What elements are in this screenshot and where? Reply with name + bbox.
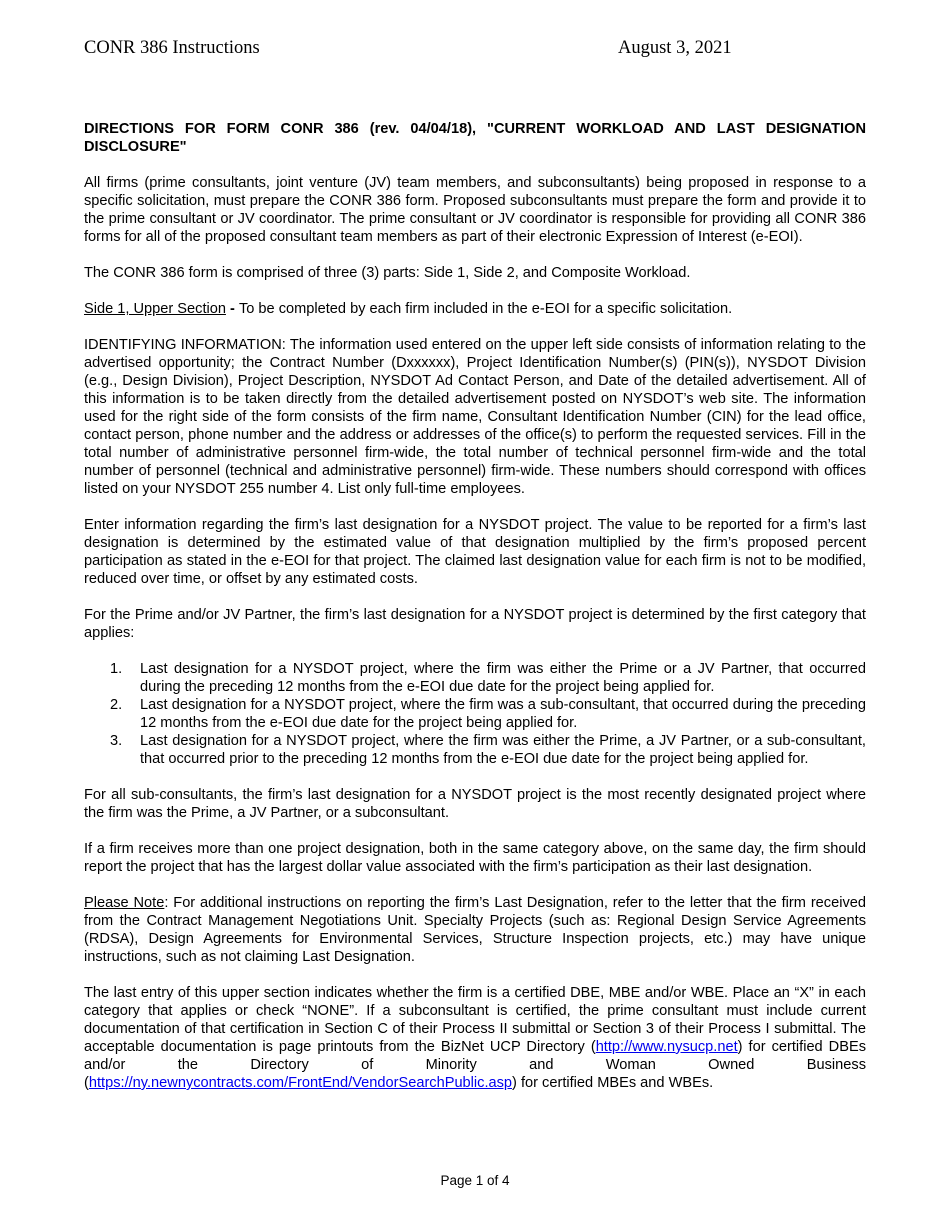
identifying-info-paragraph: IDENTIFYING INFORMATION: The information used entered on the upper left side consists of information relating to the advertised opportunity; the Contract Number (Dxxxxxx), Project Identification Number(s) (PIN(s)), NYSDOT Division (e.g., Design Division), Project Description, NYSDOT Ad Contact Person, and Date of the detailed advertisement. All of this information is to be taken directly from the detailed advertisement posted on NYSDOT’s web site. The information used for the right side of the form consists of the firm name, Consultant Identification Number (CIN) for the lead office, contact person, phone number and the address or addresses of the office(s) to perform the requested services. Fill in the total number of administrative personnel firm-wide, the total number of technical personnel firm-wide and the total number of personnel (technical and administrative personnel) firm-wide. These numbers should correspond with offices listed on your NYSDOT 255 number 4. List only full-time employees. [84,337,866,497]
please-note-label: Please Note [84,895,165,911]
page-number: Page 1 of 4 [440,1173,510,1188]
intro-paragraph: All firms (prime consultants, joint venture (JV) team members, and subconsultants) being proposed in response to a specific solicitation, must prepare the CONR 386 form. Proposed subconsultants must prepare the form and provide it to the prime consultant or JV coordinator. The prime consultant or JV coordinator is responsible for providing all CONR 386 forms for all of the proposed consultant team members as part of their electronic Expression of Interest (e-EOI). [84,175,866,245]
list-item [84,660,866,696]
certification-paragraph [84,984,866,1092]
side1-dash: - [225,301,239,317]
prime-jv-paragraph: For the Prime and/or JV Partner, the firm’s last designation for a NYSDOT project is determined by the first category that applies: [84,607,866,641]
list-item-text: Last designation for a NYSDOT project, where the firm was either the Prime, a JV Partner, or a sub-consultant, that occurred prior to the preceding 12 months from the e-EOI due date for the project being applied for. [140,733,866,767]
newnycontracts-link[interactable]: https://ny.newnycontracts.com/FrontEnd/VendorSearchPublic.asp [88,1075,513,1091]
category-list [84,660,866,768]
list-item-number: 2. [110,697,123,713]
nysucp-link[interactable]: http://www.nysucp.net [595,1039,738,1055]
please-note-paragraph [84,894,866,966]
last-designation-paragraph: Enter information regarding the firm’s last designation for a NYSDOT project. The value to be reported for a firm’s last designation is determined by the estimated value of that designation multiplied by the firm’s proposed percent participation as stated in the e-EOI for that project. The claimed last designation value for each firm is not to be modified, reduced over time, or offset by any estimated costs. [84,517,866,587]
list-item [84,696,866,732]
side1-paragraph [84,300,866,318]
list-item-text: Last designation for a NYSDOT project, where the firm was a sub-consultant, that occurred during the preceding 12 months from the e-EOI due date for the project being applied for. [140,697,866,731]
document-body [84,120,866,1110]
document-name: CONR 386 Instructions [84,38,260,58]
side1-heading: Side 1, Upper Section [84,301,226,317]
list-item-number: 3. [110,733,123,749]
list-item [84,732,866,768]
sub-consultants-paragraph: For all sub-consultants, the firm’s last designation for a NYSDOT project is the most recently designated project where the firm was the Prime, a JV Partner, or a subconsultant. [84,787,866,821]
certification-text-c: ) for certified MBEs and WBEs. [512,1075,714,1091]
page-header [84,38,866,64]
side1-text: To be completed by each firm included in the e-EOI for a specific solicitation. [238,301,733,317]
certification-text-b: ) for certified DBEs and/or the Directory of Minority and Woman Owned Business ( [84,1039,866,1091]
parts-paragraph: The CONR 386 form is comprised of three (3) parts: Side 1, Side 2, and Composite Workload. [84,265,691,281]
multiple-designation-paragraph: If a firm receives more than one project designation, both in the same category above, on the same day, the firm should report the project that has the largest dollar value associated with the firm’s participation as their last designation. [84,841,866,875]
document-date: August 3, 2021 [618,38,732,58]
document-title: DIRECTIONS FOR FORM CONR 386 (rev. 04/04/18), "CURRENT WORKLOAD AND LAST DESIGNATION DISCLOSURE" [84,121,866,155]
certification-text-a: The last entry of this upper section indicates whether the firm is a certified DBE, MBE and/or WBE. Place an “X” in each category that applies or check “NONE”. If a subconsultant is certified, the prime consultant must include current documentation of that certification in Section C of their Process II submittal or Section 3 of their Process I submittal. The acceptable documentation is page printouts from the BizNet UCP Directory ( [84,985,866,1055]
list-item-number: 1. [110,661,123,677]
please-note-text: : For additional instructions on reporting the firm’s Last Designation, refer to the letter that the firm received from the Contract Management Negotiations Unit. Specialty Projects (such as: Regional Design Service Agreements (RDSA), Design Agreements for Environmental Services, Structure Inspection projects, etc.) may have unique instructions, such as not claiming Last Designation. [84,895,866,965]
list-item-text: Last designation for a NYSDOT project, where the firm was either the Prime or a JV Partner, that occurred during the preceding 12 months from the e-EOI due date for the project being applied for. [140,661,866,695]
